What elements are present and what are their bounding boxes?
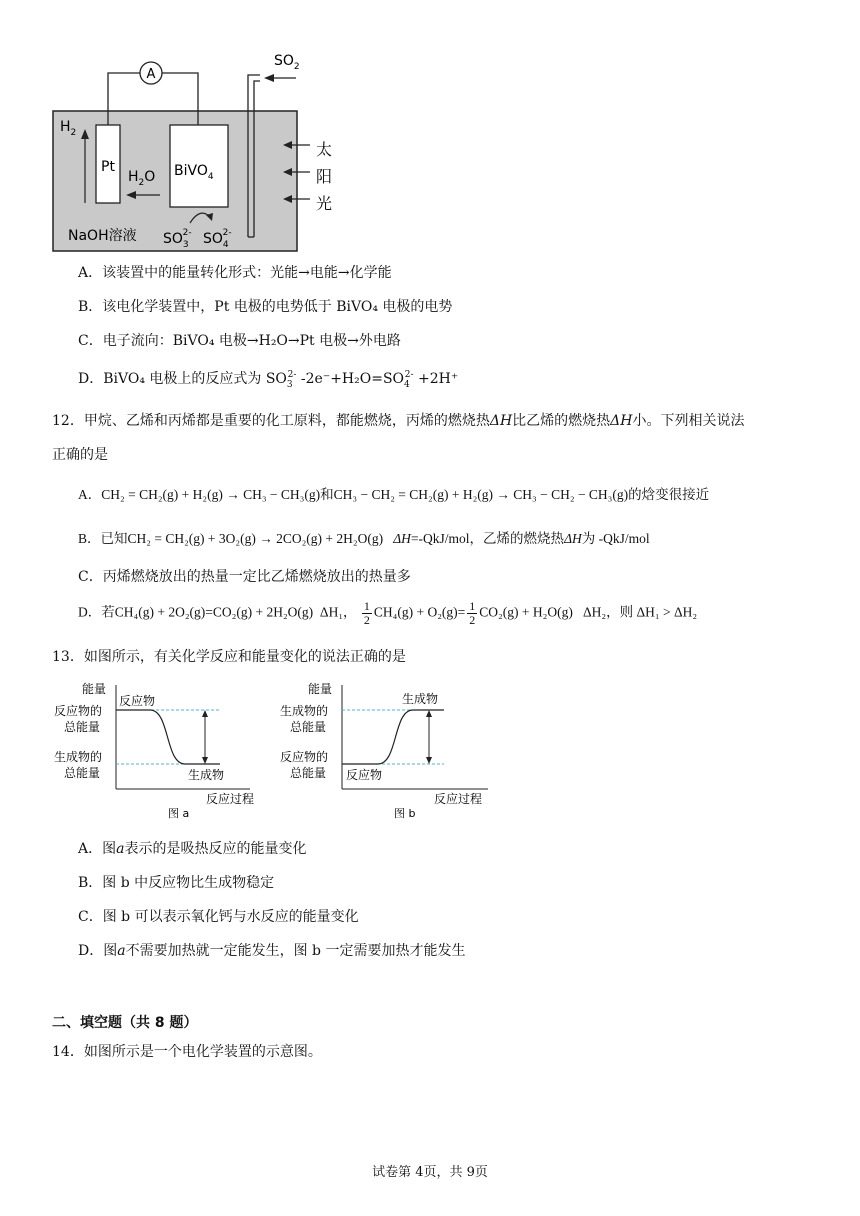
fig-b-reactant-total-2: 总能量	[290, 766, 327, 780]
q13-option-d: D．图a不需要加热就一定能发生，图 b 一定需要加热才能发生	[78, 943, 466, 959]
fig-b-product: 生成物	[402, 692, 439, 706]
h2-label: $H_2$	[60, 119, 77, 138]
fig-b-reactant-total-1: 反应物的	[280, 750, 329, 764]
bivo4-label: BiVO$_4$	[174, 163, 214, 182]
q13-option-a: A．图a表示的是吸热反应的能量变化	[78, 841, 307, 857]
q11-option-c: C．电子流向：BiVO₄ 电极→H₂O→Pt 电极→外电路	[78, 333, 401, 349]
fig-b-reactant: 反应物	[346, 768, 383, 782]
q13-stem: 13．如图所示，有关化学反应和能量变化的说法正确的是	[52, 649, 406, 665]
fig-a-x-label: 反应过程	[206, 792, 255, 806]
fig-a-product-total-2: 总能量	[64, 766, 101, 780]
q12-option-a: A．CH₂ = CH₂(g) + H₂(g) → CH₃ − CH₃(g)和CH₃ − CH₂ = CH₂(g) + H₂(g) → CH₃ − CH₂ − CH₃(g)的焓变很接近	[78, 487, 710, 502]
q11-option-a: A．该装置中的能量转化形式：光能→电能→化学能	[78, 265, 392, 281]
q12-option-d: D．若CH₄(g) + 2O₂(g)=CO₂(g) + 2H₂O(g) ΔH₁， $\frac{1}{2}$ CH₄(g) + O₂(g)= $\frac{1}{2}$ CO₂(g) + H₂O(g) ΔH₂，则 ΔH₁ > ΔH₂	[78, 599, 698, 627]
fig-a-reactant-total-2: 总能量	[64, 720, 101, 734]
fig-a-reactant: 反应物	[119, 694, 156, 708]
q12-stem-line2: 正确的是	[52, 447, 108, 463]
q12-stem-line1: 12．甲烷、乙烯和丙烯都是重要的化工原料，都能燃烧，丙烯的燃烧热ΔH比乙烯的燃烧热ΔH小。下列相关说法	[52, 413, 745, 429]
fig-a-product: 生成物	[188, 768, 225, 782]
page-footer: 试卷第 4页，共 9页	[372, 1165, 488, 1180]
q13-option-b: B．图 b 中反应物比生成物稳定	[78, 875, 275, 891]
q13-figure-b	[278, 675, 508, 825]
fig-a-product-total-1: 生成物的	[54, 750, 103, 764]
so2-label: $SO_2$	[274, 53, 300, 72]
fig-a-caption: 图 a	[168, 807, 190, 820]
section-2-title: 二、填空题（共 8 题）	[52, 1015, 198, 1031]
h2o-label: $H_2O$	[128, 169, 156, 188]
q11-figure	[50, 45, 310, 255]
q13-option-c: C．图 b 可以表示氧化钙与水反应的能量变化	[78, 909, 359, 925]
q12-option-c: C．丙烯燃烧放出的热量一定比乙烯燃烧放出的热量多	[78, 569, 411, 585]
q11-option-d: D．BiVO₄ 电极上的反应式为 $SO_3^{2-}$ $-2e^-+H_2O=SO_4^{2-} +2H^+$	[78, 370, 459, 390]
naoh-label: NaOH溶液	[68, 228, 137, 244]
fig-b-x-label: 反应过程	[434, 792, 483, 806]
q12-option-b: B．已知CH₂ = CH₂(g) + 3O₂(g) → 2CO₂(g) + 2H₂O(g) ΔH=-QkJ/mol，乙烯的燃烧热ΔH为 -QkJ/mol	[78, 531, 650, 546]
fig-b-product-total-1: 生成物的	[280, 704, 329, 718]
fig-a-y-label: 能量	[82, 682, 107, 696]
ammeter-label: A	[146, 67, 156, 82]
sun-char-1: 太	[316, 140, 333, 159]
q13-figure-a	[50, 675, 280, 825]
so4-label: $SO_42-$	[203, 228, 232, 250]
q14-stem: 14．如图所示是一个电化学装置的示意图。	[52, 1044, 322, 1060]
fig-b-product-total-2: 总能量	[290, 720, 327, 734]
sun-char-3: 光	[316, 194, 333, 213]
fig-b-y-label: 能量	[308, 682, 333, 696]
fig-b-caption: 图 b	[394, 807, 416, 820]
fig-a-reactant-total-1: 反应物的	[54, 704, 103, 718]
sun-char-2: 阳	[316, 167, 333, 186]
q11-option-b: B．该电化学装置中，Pt 电极的电势低于 BiVO₄ 电极的电势	[78, 299, 453, 315]
pt-label: Pt	[101, 159, 115, 175]
so3-label: $SO_32-$	[163, 228, 192, 250]
